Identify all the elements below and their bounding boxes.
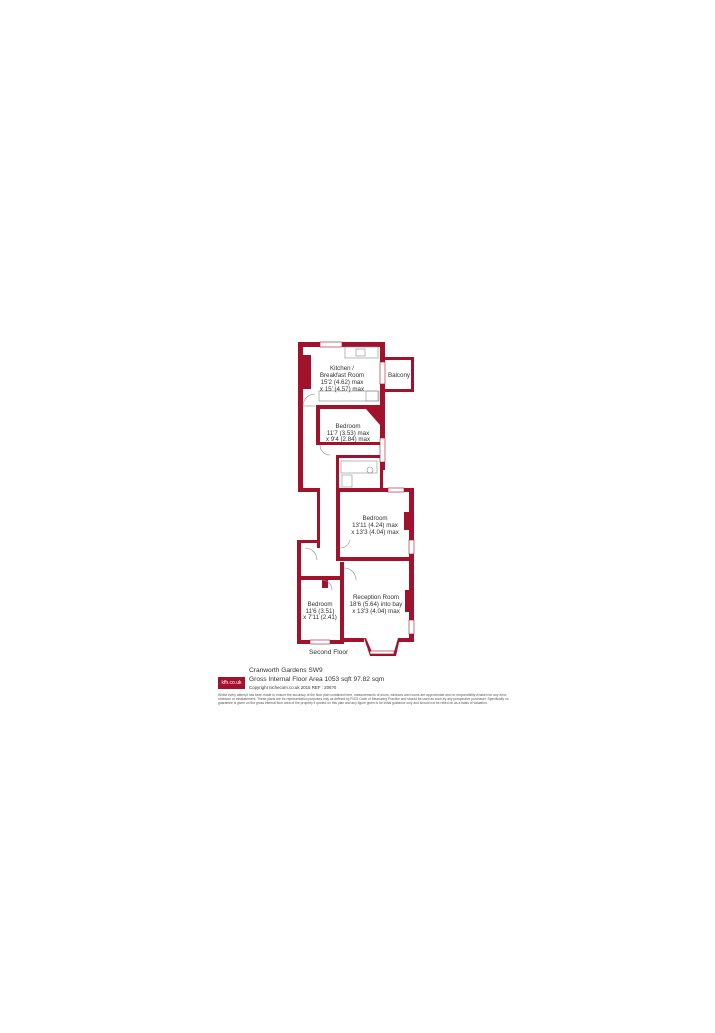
copyright: Copyright nichecom.co.uk 2015 REF : 206?0 [249,685,337,690]
balcony-name: Balcony [387,372,411,379]
room-balcony [388,372,411,379]
bedroom1-name: Bedroom [335,423,361,430]
bedroom3-dim-1: 11'6 (3.51) [305,608,335,615]
bedroom2-dim-2: x 13'3 (4.04) max [351,529,399,536]
bedroom3-name: Bedroom [307,601,333,608]
room-reception [350,594,404,615]
kitchen-name-2: Breakfast Room [319,372,365,379]
property-title: Cranworth Gardens SW9 [249,667,323,674]
kitchen-dim-2: x 15' (4.57) max [319,386,365,393]
bedroom2-dim-1: 13'11 (4.24) max [352,522,398,529]
reception-dim-2: x 13'3 (4.04) max [352,608,400,615]
kitchen-name: Kitchen / [329,365,355,372]
reception-dim-1: 18'6 (5.64) into bay [349,601,403,608]
bedroom1-dim-1: 11'7 (3.53) max [326,430,370,437]
room-bedroom-2 [351,515,400,536]
floor-label: Second Floor [309,649,349,656]
room-bedroom-1 [326,423,371,443]
bedroom2-name: Bedroom [362,515,388,522]
bedroom1-dim-2: x 9'4 (2.84) max [325,436,371,443]
reception-name: Reception Room [352,594,400,601]
agency-logo: kfh.co.uk [218,677,245,689]
room-bedroom-3 [303,601,337,621]
bedroom3-dim-2: x 7'11 (2.41) [303,614,337,621]
room-kitchen [320,365,365,393]
disclaimer: Whilst every attempt has been made to ensure the accuracy of the floor plan contained here, measurements of doors, windows and rooms are approximate and no responsibility is taken for any error, omission or misstatement. These plans are for representation purposes only as defined by RICS Code of Measuring Practice and should be used as such by any prospective purchaser. Specifically no guarantee is given on the gross internal floor area of the property if quoted on this plan and any figure given is for initial guidance only and should not be relied on as a basis of valuation. [218,693,509,706]
floor-area: Gross Internal Floor Area 1053 sqft 97.82 sqm [249,676,385,683]
kitchen-dim-1: 15'2 (4.62) max [320,379,364,386]
